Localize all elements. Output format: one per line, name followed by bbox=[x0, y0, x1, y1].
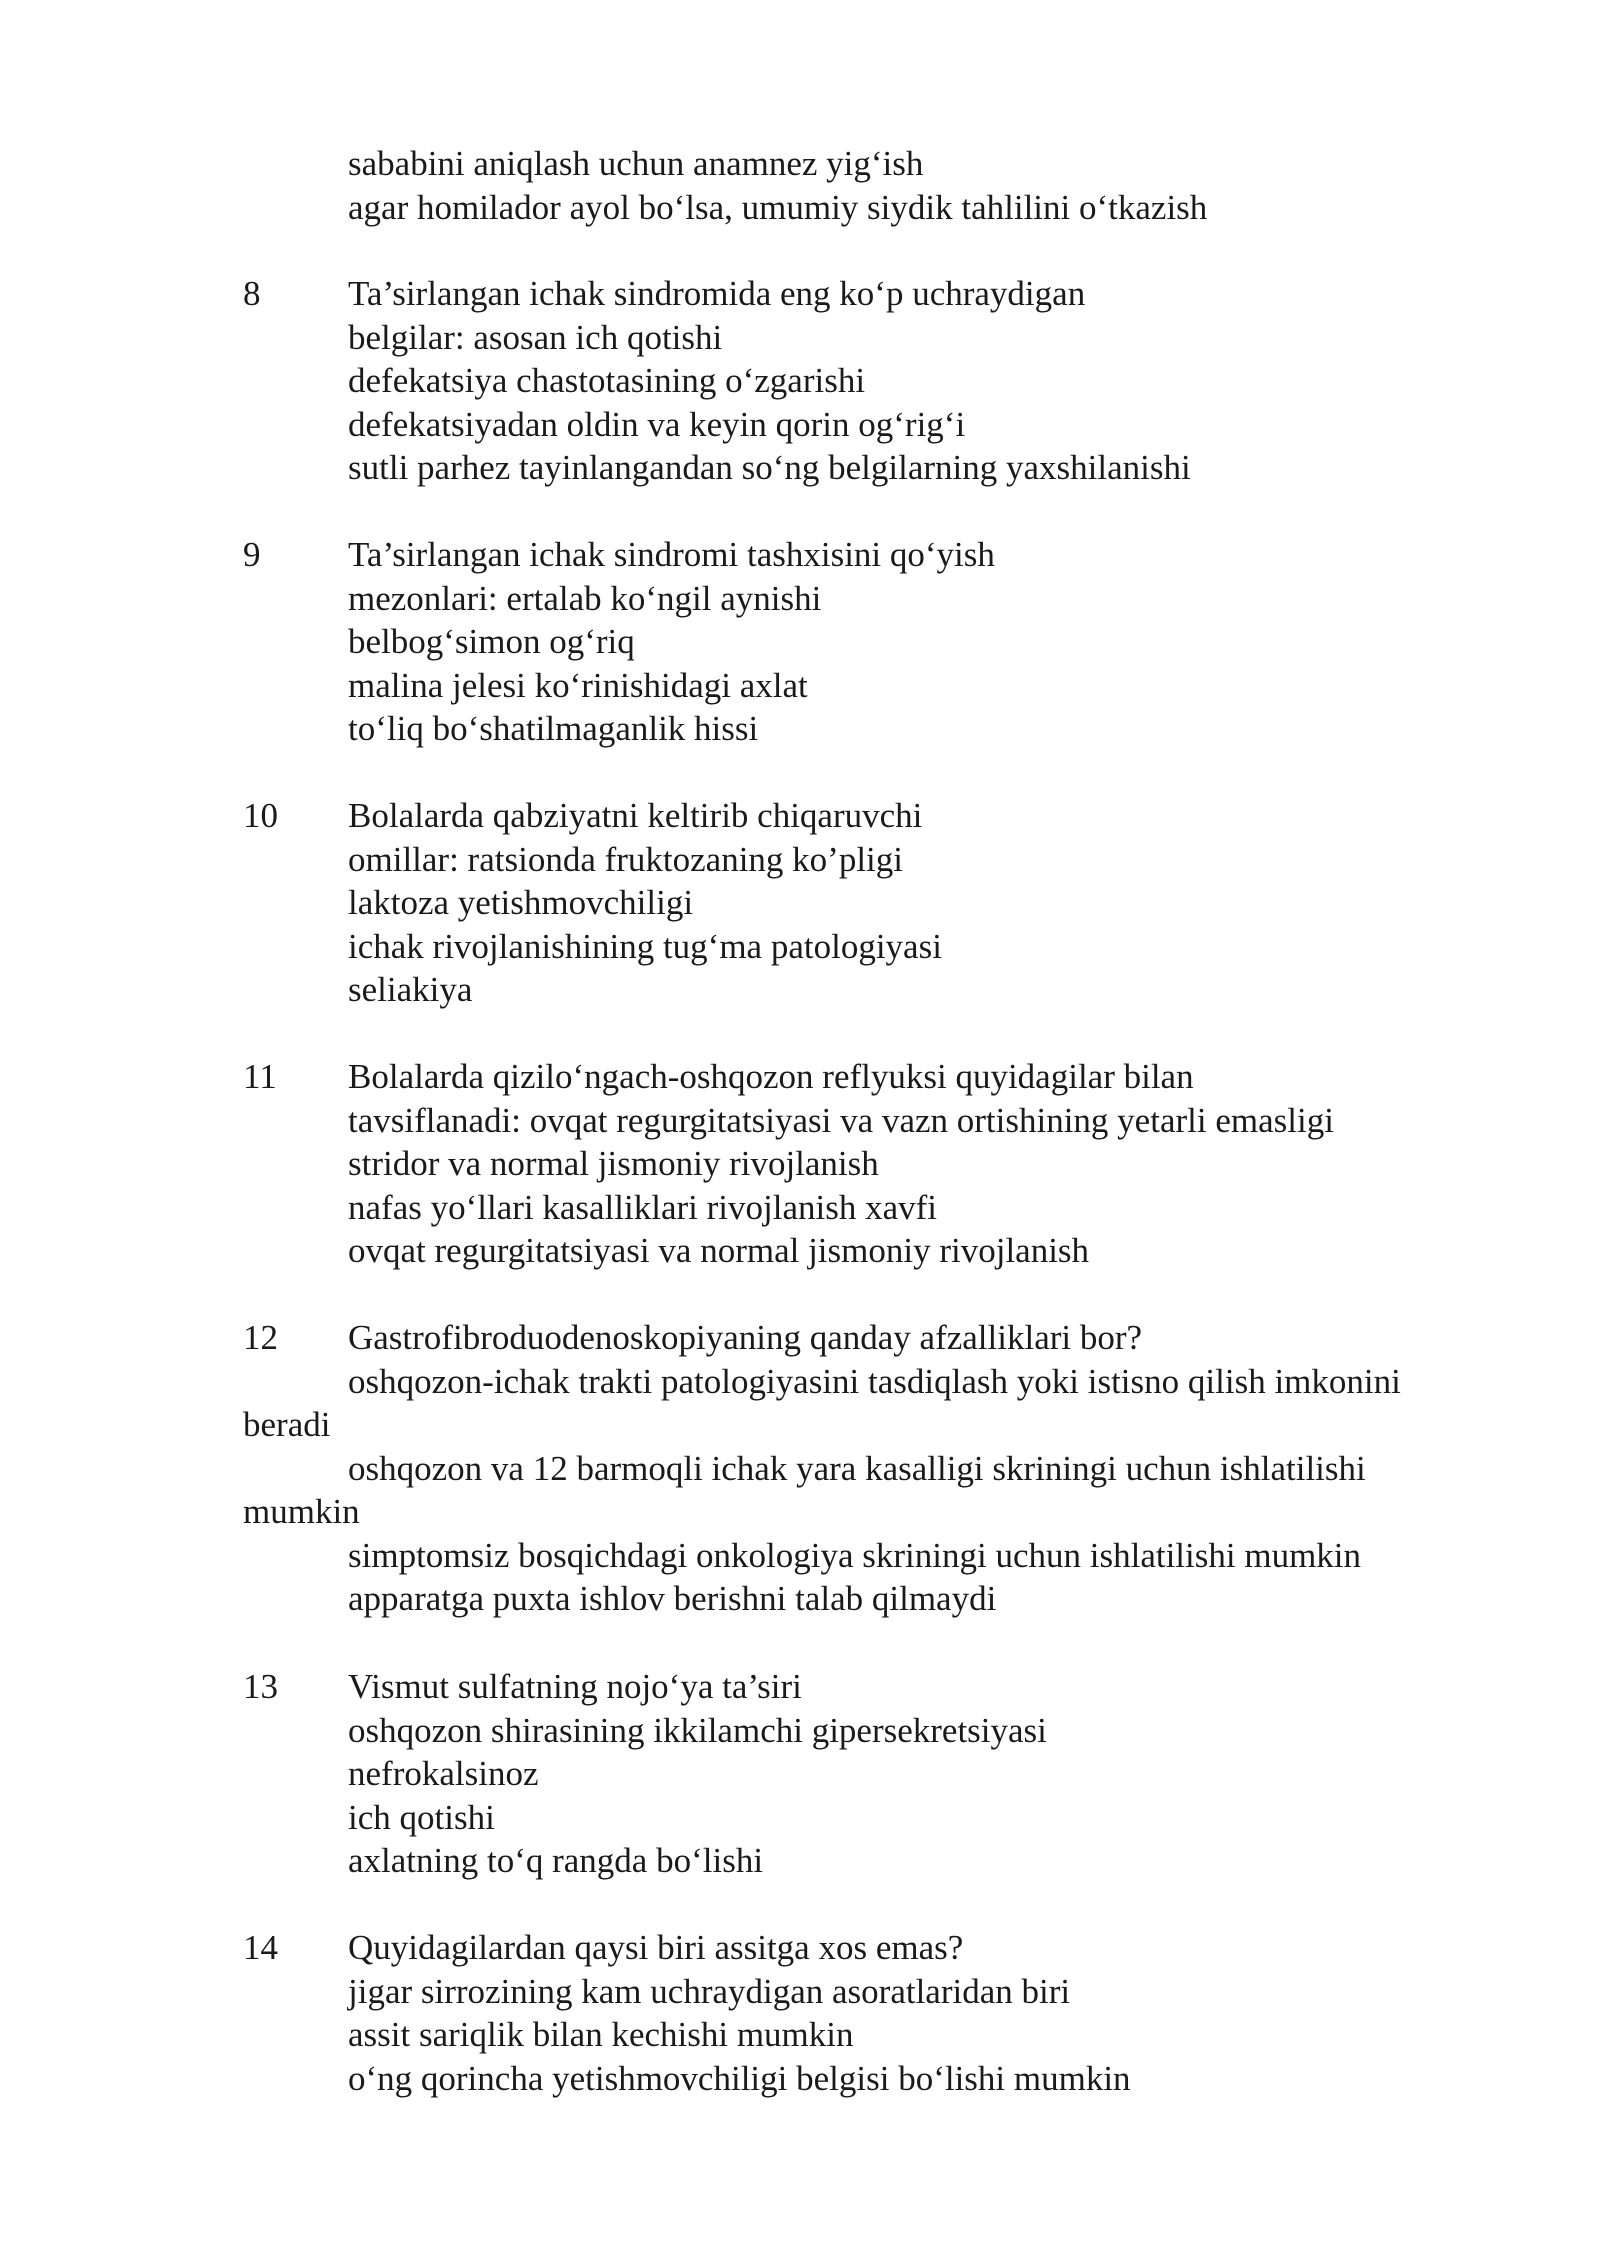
question-text: belgilar: asosan ich qotishi bbox=[348, 317, 723, 357]
answer-option: stridor va normal jismoniy rivojlanish bbox=[348, 1144, 879, 1183]
question-number: 10 bbox=[243, 796, 278, 835]
question-number: 9 bbox=[243, 535, 261, 574]
question-number: 14 bbox=[243, 1928, 278, 1967]
text-line: sababini aniqlash uchun anamnez yig‘ish bbox=[348, 144, 924, 183]
question-number: 11 bbox=[243, 1057, 277, 1096]
question-number: 13 bbox=[243, 1667, 278, 1706]
question-body bbox=[348, 1665, 1498, 1883]
answer-option: to‘liq bo‘shatilmaganlik hissi bbox=[348, 709, 759, 748]
answer-option: assit sariqlik bilan kechishi mumkin bbox=[348, 2015, 854, 2054]
answer-option: o‘ng qorincha yetishmovchiligi belgisi bo‘lishi mumkin bbox=[348, 2058, 1131, 2098]
answer-option: axlatning to‘q rangda bo‘lishi bbox=[348, 1841, 764, 1880]
answer-option: simptomsiz bosqichdagi onkologiya skriningi uchun ishlatilishi mumkin bbox=[348, 1535, 1362, 1575]
answer-option: seliakiya bbox=[348, 970, 473, 1009]
answer-option: nafas yo‘llari kasalliklari rivojlanish xavfi bbox=[348, 1187, 937, 1227]
answer-option: malina jelesi ko‘rinishidagi axlat bbox=[348, 665, 808, 705]
answer-option: oshqozon va 12 barmoqli ichak yara kasalligi skriningi uchun ishlatilishi bbox=[348, 1448, 1366, 1488]
answer-option: ich qotishi bbox=[348, 1797, 495, 1837]
question-text: tavsiflanadi: ovqat regurgitatsiyasi va vazn ortishining yetarli emasligi bbox=[348, 1100, 1334, 1140]
answer-option: sutli parhez tayinlangandan so‘ng belgilarning yaxshilanishi bbox=[348, 448, 1191, 487]
answer-option: laktoza yetishmovchiligi bbox=[348, 883, 694, 922]
question-text: omillar: ratsionda fruktozaning ko’pligi bbox=[348, 839, 904, 879]
question-number: 8 bbox=[243, 274, 261, 313]
question-body bbox=[348, 794, 1498, 1012]
answer-option: belbog‘simon og‘riq bbox=[348, 622, 635, 661]
question-body bbox=[243, 1316, 1498, 1621]
question-body bbox=[348, 1055, 1498, 1273]
intro-continuation bbox=[348, 142, 1498, 229]
answer-option: oshqozon-ichak trakti patologiyasini tasdiqlash yoki istisno qilish imkonini bbox=[348, 1361, 1401, 1401]
question-number: 12 bbox=[243, 1318, 278, 1357]
answer-option: jigar sirrozining kam uchraydigan asoratlaridan biri bbox=[348, 1971, 1071, 2011]
answer-option: defekatsiyadan oldin va keyin qorin og‘rig‘i bbox=[348, 404, 966, 444]
question-text: Vismut sulfatning nojo‘ya ta’siri bbox=[348, 1667, 802, 1706]
answer-option: ovqat regurgitatsiyasi va normal jismoniy rivojlanish bbox=[348, 1231, 1090, 1270]
answer-option: defekatsiya chastotasining o‘zgarishi bbox=[348, 361, 866, 400]
answer-option: oshqozon shirasining ikkilamchi gipersekretsiyasi bbox=[348, 1710, 1047, 1750]
answer-option-continuation: mumkin bbox=[243, 1492, 360, 1531]
text-line: agar homilador ayol bo‘lsa, umumiy siydik tahlilini o‘tkazish bbox=[348, 187, 1208, 227]
question-body bbox=[348, 533, 1498, 751]
question-body bbox=[348, 1926, 1498, 2100]
question-text: Ta’sirlangan ichak sindromida eng ko‘p uchraydigan bbox=[348, 274, 1086, 313]
question-text: mezonlari: ertalab ko‘ngil aynishi bbox=[348, 578, 822, 618]
question-text: Bolalarda qabziyatni keltirib chiqaruvchi bbox=[348, 796, 923, 835]
question-text: Gastrofibroduodenoskopiyaning qanday afzalliklari bor? bbox=[348, 1318, 1143, 1357]
question-text: Quyidagilardan qaysi biri assitga xos emas? bbox=[348, 1928, 964, 1967]
answer-option: apparatga puxta ishlov berishni talab qilmaydi bbox=[348, 1579, 997, 1618]
question-text: Ta’sirlangan ichak sindromi tashxisini qo‘yish bbox=[348, 535, 995, 574]
answer-option-continuation: beradi bbox=[243, 1405, 331, 1444]
answer-option: ichak rivojlanishining tug‘ma patologiyasi bbox=[348, 926, 942, 966]
question-body bbox=[348, 272, 1498, 490]
answer-option: nefrokalsinoz bbox=[348, 1754, 539, 1793]
question-text: Bolalarda qizilo‘ngach-oshqozon reflyuksi quyidagilar bilan bbox=[348, 1057, 1194, 1096]
